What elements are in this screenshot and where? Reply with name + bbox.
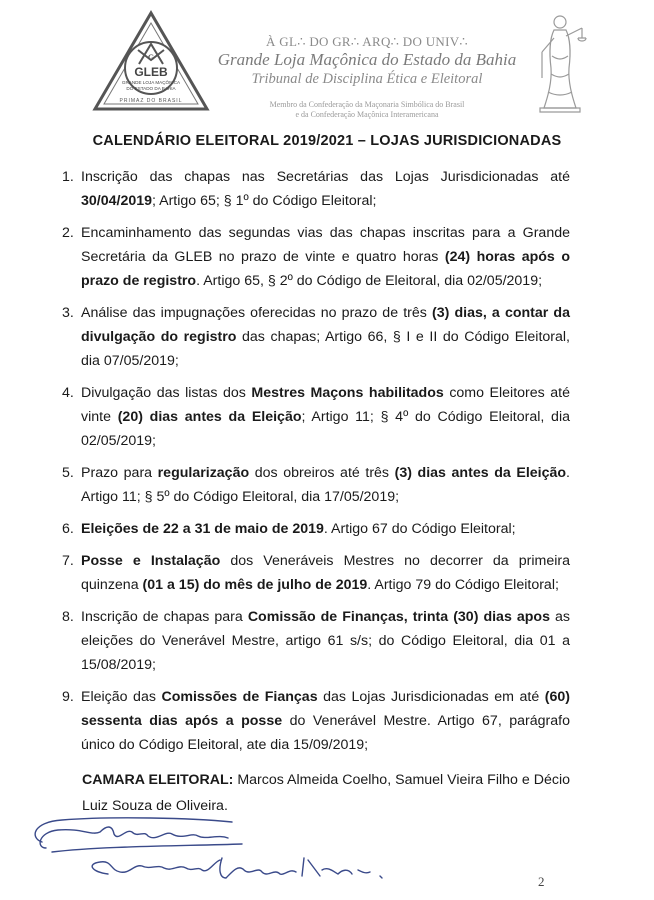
list-item bbox=[62, 517, 570, 541]
list-item-text: Encaminhamento das segundas vias das chapas inscritas para a Grande Secretária da GLEB no prazo de vinte e quatro horas bbox=[81, 225, 570, 265]
list-item-text: Análise das impugnações oferecidas no prazo de três bbox=[81, 305, 432, 321]
list-item bbox=[62, 221, 570, 293]
list-item bbox=[62, 165, 570, 213]
list-item bbox=[62, 549, 570, 597]
list-item-text: . Artigo 11; § 5º do Código Eleitoral, dia 17/05/2019; bbox=[81, 465, 570, 505]
electoral-chamber-members: Marcos Almeida Coelho, Samuel Vieira Filho e Décio Luiz Souza de Oliveira. bbox=[82, 772, 570, 814]
list-item-text: . Artigo 67 do Código Eleitoral; bbox=[323, 521, 516, 537]
list-item-text: das Lojas Jurisdicionadas em até bbox=[317, 689, 545, 705]
list-item bbox=[62, 605, 570, 677]
list-item-text: as eleições do Venerável Mestre, artigo 61 s/s; do Código Eleitoral, dia 01 a 15/08/2019; bbox=[81, 609, 570, 673]
list-item-text: do Venerável Mestre. Artigo 67, parágrafo único do Código Eleitoral, ate dia 15/09/2019; bbox=[81, 713, 570, 753]
list-item-text: Eleição das bbox=[81, 689, 162, 705]
list-item-emphasis: Posse e Instalação bbox=[81, 553, 221, 569]
list-item-text: Prazo para bbox=[81, 465, 158, 481]
gleb-logo bbox=[92, 10, 210, 112]
header-text bbox=[200, 34, 534, 120]
page-number: 2 bbox=[538, 874, 545, 889]
list-item-number: 4. bbox=[62, 385, 74, 401]
document-title: CALENDÁRIO ELEITORAL 2019/2021 – LOJAS JURISDICIONADAS bbox=[92, 133, 562, 149]
header-invocation: À GL∴ DO GR∴ ARQ∴ DO UNIV∴ bbox=[266, 34, 468, 49]
list-item-text: das chapas; Artigo 66, § I e II do Código Eleitoral, dia 07/05/2019; bbox=[81, 329, 570, 369]
list-item-emphasis: (60) sessenta dias após a posse bbox=[81, 689, 570, 729]
list-item-emphasis: Eleições de 22 a 31 de maio de 2019 bbox=[81, 521, 324, 537]
logo-abbrev: GLEB bbox=[134, 65, 168, 79]
list-item-emphasis: Comissão de Finanças, trinta (30) dias apos bbox=[247, 609, 550, 625]
list-item bbox=[62, 685, 570, 757]
list-item-number: 6. bbox=[62, 521, 74, 537]
header-tribunal: Tribunal de Disciplina Ética e Eleitoral bbox=[251, 71, 483, 87]
list-item-number: 9. bbox=[62, 689, 74, 705]
list-item-text: ; Artigo 11; § 4º do Código Eleitoral, dia 02/05/2019; bbox=[81, 409, 570, 449]
header-organization: Grande Loja Maçônica do Estado da Bahia bbox=[217, 50, 517, 69]
electoral-chamber-label: CAMARA ELEITORAL: bbox=[82, 772, 234, 788]
list-item-number: 5. bbox=[62, 465, 74, 481]
list-item-emphasis: Comissões de Fianças bbox=[161, 689, 318, 705]
list-item-text: Inscrição de chapas para bbox=[81, 609, 248, 625]
logo-motto: PRIMAZ DO BRASIL bbox=[119, 98, 183, 104]
list-item bbox=[62, 461, 570, 509]
handwritten-signatures bbox=[22, 812, 402, 890]
list-item-text: dos Veneráveis Mestres no decorrer da primeira quinzena bbox=[81, 553, 571, 593]
list-item-emphasis: (24) horas após o prazo de registro bbox=[81, 249, 570, 289]
header-membership-2: e da Confederação Maçônica Interamericana bbox=[295, 110, 439, 119]
list-item-number: 2. bbox=[62, 225, 74, 241]
list-item-number: 8. bbox=[62, 609, 74, 625]
list-item-number: 3. bbox=[62, 305, 74, 321]
list-item-text: ; Artigo 65; § 1º do Código Eleitoral; bbox=[152, 193, 377, 209]
calendar-list bbox=[62, 165, 570, 765]
list-item-number: 1. bbox=[62, 169, 74, 185]
logo-letter: G bbox=[147, 53, 155, 62]
header-membership-1: Membro da Confederação da Maçonaria Simbólica do Brasil bbox=[269, 100, 465, 109]
list-item-emphasis: Mestres Maçons habilitados bbox=[251, 385, 444, 401]
list-item-emphasis: regularização bbox=[157, 465, 250, 481]
list-item-emphasis: (01 a 15) do mês de julho de 2019 bbox=[142, 577, 368, 593]
list-item-text: como Eleitores até vinte bbox=[81, 385, 571, 425]
list-item-text: Inscrição das chapas nas Secretárias das Lojas Jurisdicionadas até bbox=[81, 169, 570, 185]
list-item bbox=[62, 301, 570, 373]
list-item-emphasis: (20) dias antes da Eleição bbox=[117, 409, 302, 425]
list-item-text: . Artigo 79 do Código Eleitoral; bbox=[367, 577, 559, 593]
list-item-emphasis: (3) dias antes da Eleição bbox=[394, 465, 567, 481]
list-item-number: 7. bbox=[62, 553, 74, 569]
list-item-text: Divulgação das listas dos bbox=[81, 385, 252, 401]
list-item-text: dos obreiros até três bbox=[249, 465, 395, 481]
logo-line1: GRANDE LOJA MAÇÔNICA bbox=[121, 80, 181, 85]
justice-statue-icon bbox=[532, 8, 588, 114]
list-item-text: . Artigo 65, § 2º do Código de Eleitoral, dia 02/05/2019; bbox=[196, 273, 543, 289]
list-item bbox=[62, 381, 570, 453]
logo-line2: DO ESTADO DA BAHIA bbox=[126, 86, 176, 91]
list-item-emphasis: 30/04/2019 bbox=[81, 193, 153, 209]
list-item-emphasis: (3) dias, a contar da divulgação do registro bbox=[81, 305, 570, 345]
